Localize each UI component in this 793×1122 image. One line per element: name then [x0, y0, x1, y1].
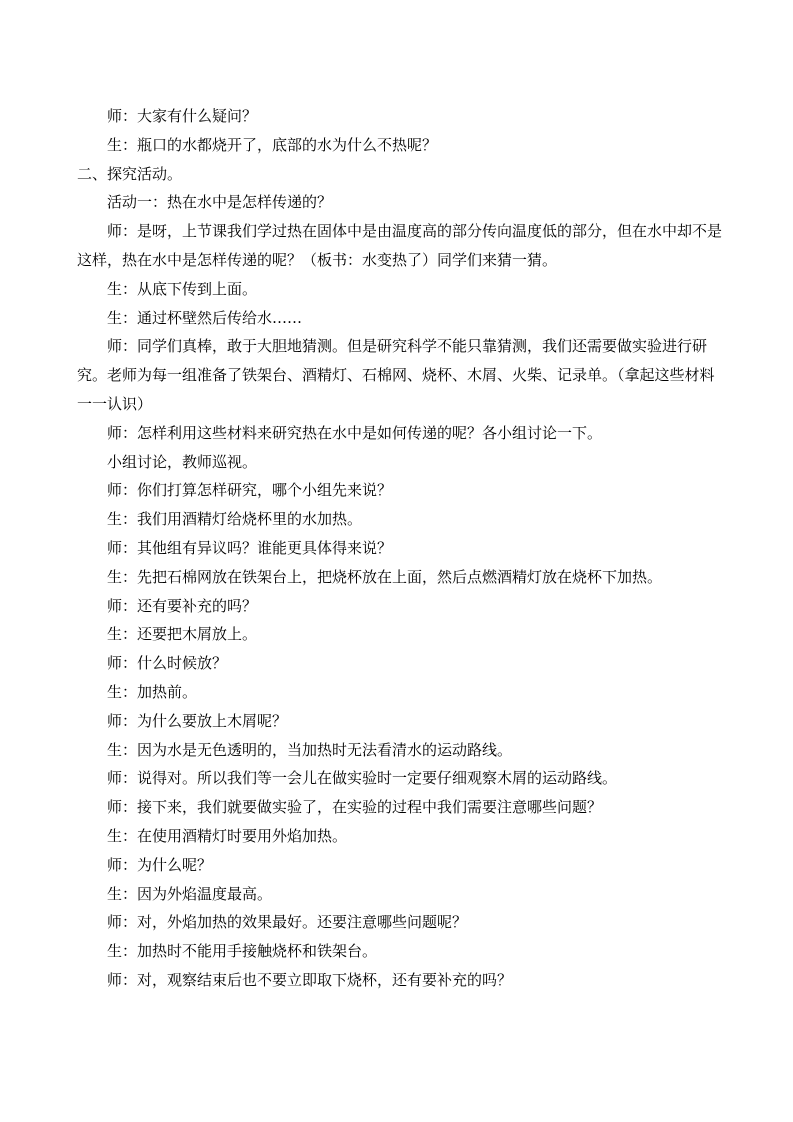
paragraph-student-sawdust: 生：还要把木屑放上。 [107, 625, 258, 644]
paragraph-teacher-question: 师：大家有什么疑问？ [107, 107, 258, 125]
paragraph-teacher-when: 师：什么时候放？ [107, 654, 228, 673]
paragraph-teacher-why: 师：为什么呢？ [107, 855, 213, 874]
paragraph-teacher-observe: 师：说得对。所以我们等一会儿在做实验时一定要仔细观察木屑的运动路线。 [107, 769, 618, 788]
paragraph-student-detail: 生：先把石棉网放在铁架台上，把烧杯放在上面，然后点燃酒精灯放在烧杯下加热。 [107, 567, 663, 586]
paragraph-student-guess-1: 生：从底下传到上面。 [107, 279, 258, 298]
paragraph-student-highest-temp: 生：因为外焰温度最高。 [107, 884, 273, 903]
paragraph-teacher-precautions: 师：接下来，我们就要做实验了，在实验的过程中我们需要注意哪些问题？ [107, 798, 603, 817]
paragraph-student-transparent: 生：因为水是无色透明的，当加热时无法看清水的运动路线。 [107, 740, 513, 759]
paragraph-teacher-other-groups: 师：其他组有异议吗？谁能更具体得来说？ [107, 538, 393, 557]
paragraph-teacher-final: 师：对，观察结束后也不要立即取下烧杯，还有要补充的吗？ [107, 970, 513, 989]
paragraph-student-no-touch: 生：加热时不能用手接触烧杯和铁架台。 [107, 942, 378, 961]
section-heading-explore: 二、探究活动。 [77, 164, 183, 183]
paragraph-teacher-why-sawdust: 师：为什么要放上木屑呢？ [107, 711, 288, 730]
paragraph-teacher-materials: 师：同学们真棒，敢于大胆地猜测。但是研究科学不能只靠猜测，我们还需要做实验进行研究。老师为每一组准备了铁架台、酒精灯、石棉网、烧杯、木屑、火柴、记录单。（拿起这些材料一一认识） [77, 337, 715, 413]
paragraph-student-question: 生：瓶口的水都烧开了，底部的水为什么不热呢？ [107, 135, 438, 154]
paragraph-group-discussion: 小组讨论，教师巡视。 [107, 452, 258, 471]
paragraph-teacher-intro: 师：是呀，上节课我们学过热在固体中是由温度高的部分传向温度低的部分，但在水中却不是这样，热在水中是怎样传递的呢？（板书：水变热了）同学们来猜一猜。 [77, 222, 723, 269]
paragraph-student-guess-2: 生：通过杯壁然后传给水…… [107, 308, 303, 327]
paragraph-teacher-more-issues: 师：对，外焰加热的效果最好。还要注意哪些问题呢？ [107, 913, 468, 932]
activity-heading: 活动一：热在水中是怎样传递的？ [107, 193, 333, 212]
paragraph-teacher-supplement: 师：还有要补充的吗？ [107, 596, 258, 615]
document-body [77, 102, 723, 995]
paragraph-teacher-ask-plan: 师：你们打算怎样研究，哪个小组先来说？ [107, 481, 393, 500]
paragraph-student-outer-flame: 生：在使用酒精灯时要用外焰加热。 [107, 826, 348, 845]
paragraph-student-before: 生：加热前。 [107, 682, 198, 701]
paragraph-student-plan: 生：我们用酒精灯给烧杯里的水加热。 [107, 510, 363, 529]
paragraph-teacher-discuss: 师：怎样利用这些材料来研究热在水中是如何传递的呢？各小组讨论一下。 [107, 423, 603, 442]
